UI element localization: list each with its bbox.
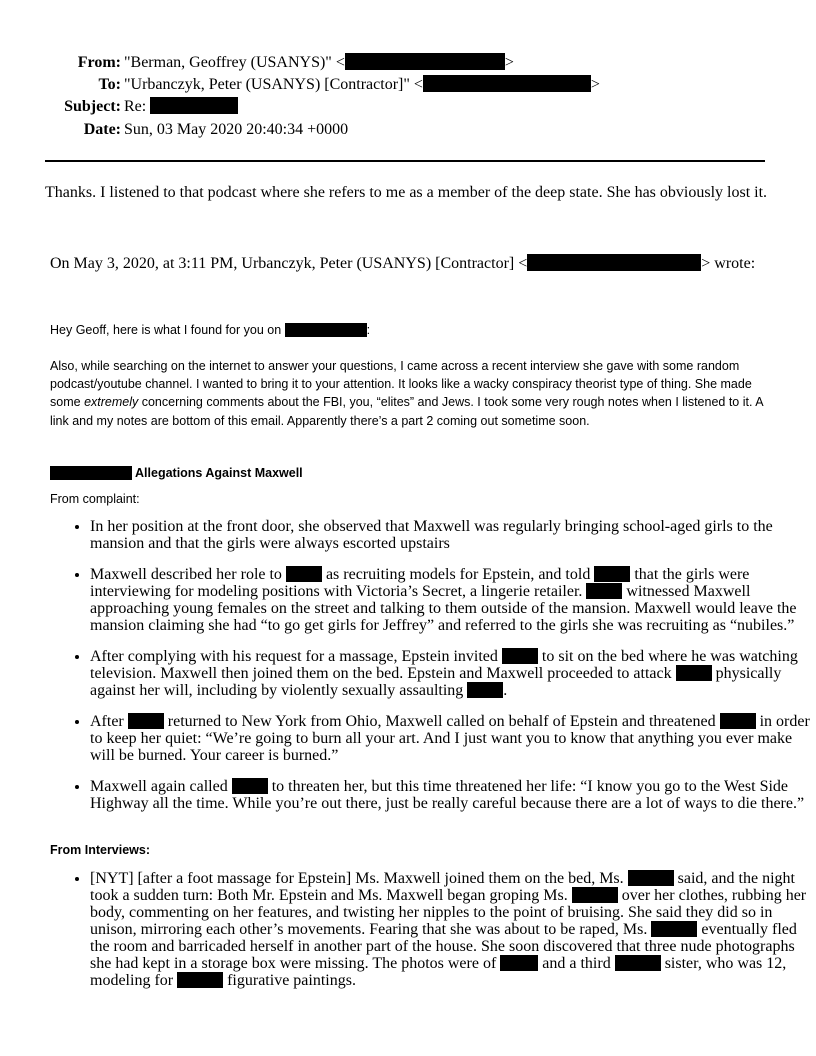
quote-header: On May 3, 2020, at 3:11 PM, Urbanczyk, Peter (USANYS) [Contractor] < > wrote: [50,255,756,272]
redaction-box [615,955,661,971]
redaction-box [628,870,674,886]
redaction-box [150,97,238,114]
complaint-list [50,518,810,826]
interviews-list [50,870,810,1003]
redaction-box [502,648,538,664]
list-item: • In her position at the front door, she observed that Maxwell was regularly bringing school-aged girls to the mansion and that the girls were always escorted upstairs [90,518,810,552]
redaction-box [286,566,322,582]
to-label: To: [98,76,121,93]
redaction-box [285,323,367,337]
redaction-box [50,466,132,480]
to-value: "Urbanczyk, Peter (USANYS) [Contractor]" < > [124,76,600,93]
from-value: "Berman, Geoffrey (USANYS)" < > [124,54,514,71]
list-item: • Maxwell described her role to as recruiting models for Epstein, and told that the girls were interviewing for modeling positions with Victoria’s Secret, a lingerie retailer. witnessed Maxwell approaching young females on the street and talking to them outside of the mansion. Maxwell would leave the mansion claiming she had “to go get girls for Jeffrey” and referred to the girls she was recruiting as “nubiles.” [90,566,810,634]
redaction-box [232,778,268,794]
redaction-box [128,713,164,729]
date-label: Date: [83,121,121,138]
redaction-box [345,53,505,70]
subject-label: Subject: [64,98,121,115]
header-divider [45,160,765,162]
redaction-box [572,887,618,903]
intro-paragraph: Also, while searching on the internet to answer your questions, I came across a recent interview she gave with some random podcast/youtube channel. I wanted to bring it to your attention. It looks like a wacky conspiracy theorist type of thing. She made some extremely concerning comments about the FBI, you, “elites” and Jews. I took some very rough notes when I listened to it. A link and my notes are bottom of this email. Apparently there’s a part 2 coming out sometime soon. [50,359,763,428]
redaction-box [586,583,622,599]
complaint-label: From complaint: [50,492,140,506]
redaction-box [500,955,538,971]
interviews-label: From Interviews: [50,843,151,857]
date-value: Sun, 03 May 2020 20:40:34 +0000 [124,121,349,138]
redaction-box [467,682,503,698]
greeting: Hey Geoff, here is what I found for you on : [50,323,371,337]
redaction-box [720,713,756,729]
list-item: • After returned to New York from Ohio, Maxwell called on behalf of Epstein and threatened in order to keep her quiet: “We’re going to burn all your art. And I just want you to know that anything you ever make will be burned. Your career is burned.” [90,713,810,764]
redaction-box [177,972,223,988]
redaction-box [527,254,701,271]
redaction-box [423,75,591,92]
redaction-box [594,566,630,582]
redaction-box [676,665,712,681]
list-item: • Maxwell again called to threaten her, but this time threatened her life: “I know you go to the West Side Highway all the time. While you’re out there, just be really careful because there are a lot of ways to die there.” [90,778,810,812]
subject-value: Re: [124,96,238,118]
reply-body: Thanks. I listened to that podcast where she refers to me as a member of the deep state. She has obviously lost it. [45,184,768,201]
section-title: Allegations Against Maxwell [50,464,768,482]
list-item: • [NYT] [after a foot massage for Epstein] Ms. Maxwell joined them on the bed, Ms. said, and the night took a sudden turn: Both Mr. Epstein and Ms. Maxwell began groping Ms. over her clothes, rubbing her body, commenting on her features, and twisting her nipples to the point of bruising. She said they did so in unison, mirroring each other’s movements. Fearing that she was about to be raped, Ms. eventually fled the room and barricaded herself in another part of the house. She soon discovered that three nude photographs she had kept in a storage box were missing. The photos were of and a third sister, who was 12, modeling for figurative paintings. [90,870,810,989]
redaction-box [651,921,697,937]
list-item: • After complying with his request for a massage, Epstein invited to sit on the bed where he was watching television. Maxwell then joined them on the bed. Epstein and Maxwell proceeded to attack physically against her will, including by violently sexually assaulting . [90,648,810,699]
from-label: From: [77,54,121,71]
